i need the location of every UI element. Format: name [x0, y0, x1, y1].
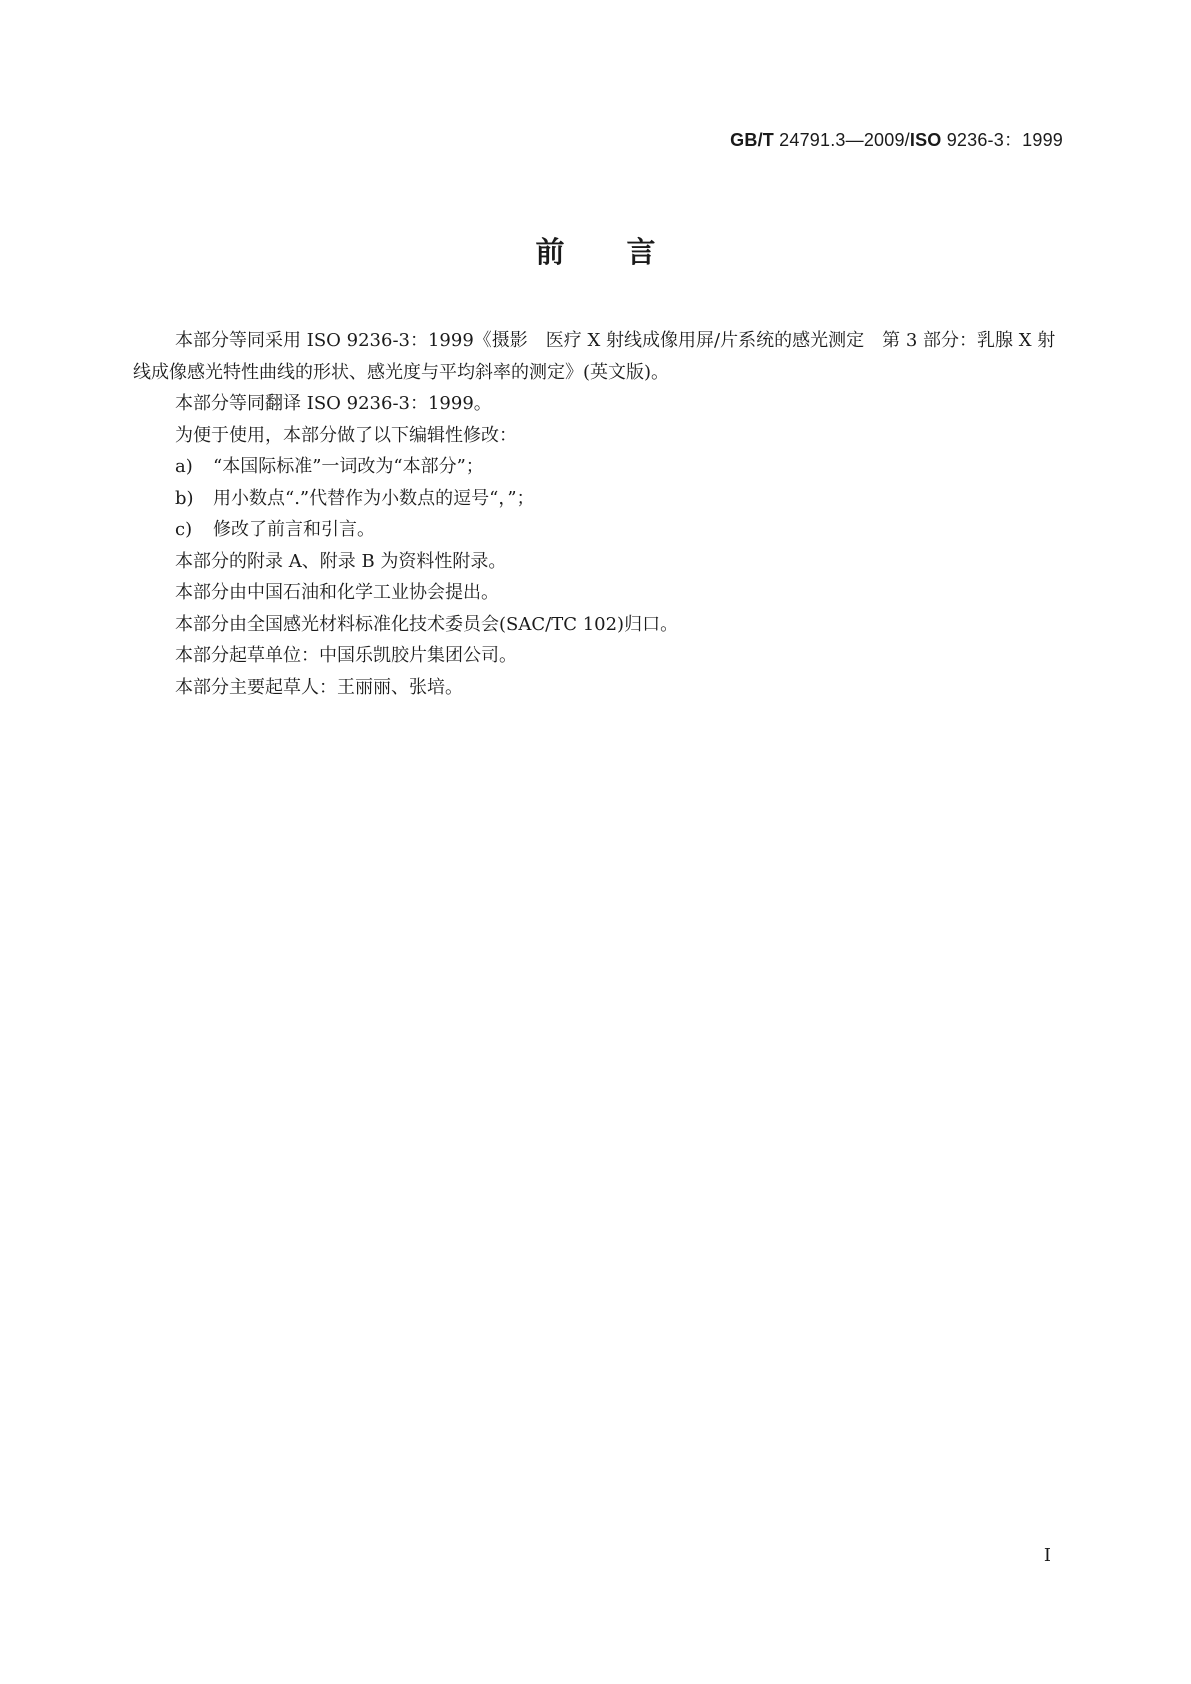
list-item	[133, 483, 1063, 515]
paragraph-adoption: 本部分等同采用 ISO 9236-3：1999《摄影 医疗 X 射线成像用屏/片系统的感光测定 第 3 部分：乳腺 X 射线成像感光特性曲线的形状、感光度与平均斜率的测定》(英文版)。	[133, 330, 1056, 383]
page-title: 前言	[535, 235, 718, 269]
std-prefix: GB/T	[730, 130, 774, 150]
paragraph-proposer: 本部分由中国石油和化学工业协会提出。	[175, 582, 499, 603]
list-item-text: “本国际标准”一词改为“本部分”；	[213, 456, 484, 477]
paragraph-drafters: 本部分主要起草人：王丽丽、张培。	[175, 676, 463, 698]
list-item	[133, 514, 1063, 546]
iso-number: 9236-3：1999	[941, 130, 1063, 150]
standard-code-header	[730, 126, 1063, 152]
list-item-marker: a)	[175, 456, 193, 477]
list-item-text: 修改了前言和引言。	[213, 519, 375, 540]
std-number: 24791.3—2009/	[773, 130, 910, 150]
page-number: I	[1043, 1545, 1051, 1566]
foreword-body	[133, 325, 1063, 703]
paragraph-annexes: 本部分的附录 A、附录 B 为资料性附录。	[175, 550, 507, 572]
paragraph-edits-intro: 为便于使用，本部分做了以下编辑性修改：	[175, 424, 517, 446]
list-item-text: 用小数点“.”代替作为小数点的逗号“，”；	[213, 487, 535, 509]
paragraph-drafting-unit: 本部分起草单位：中国乐凯胶片集团公司。	[175, 645, 517, 666]
paragraph-translation: 本部分等同翻译 ISO 9236-3：1999。	[175, 393, 492, 414]
list-item	[133, 451, 1063, 483]
list-item-marker: b)	[175, 487, 194, 509]
paragraph-committee: 本部分由全国感光材料标准化技术委员会(SAC/TC 102)归口。	[175, 613, 679, 635]
list-item-marker: c)	[175, 519, 193, 540]
iso-prefix: ISO	[909, 130, 942, 150]
